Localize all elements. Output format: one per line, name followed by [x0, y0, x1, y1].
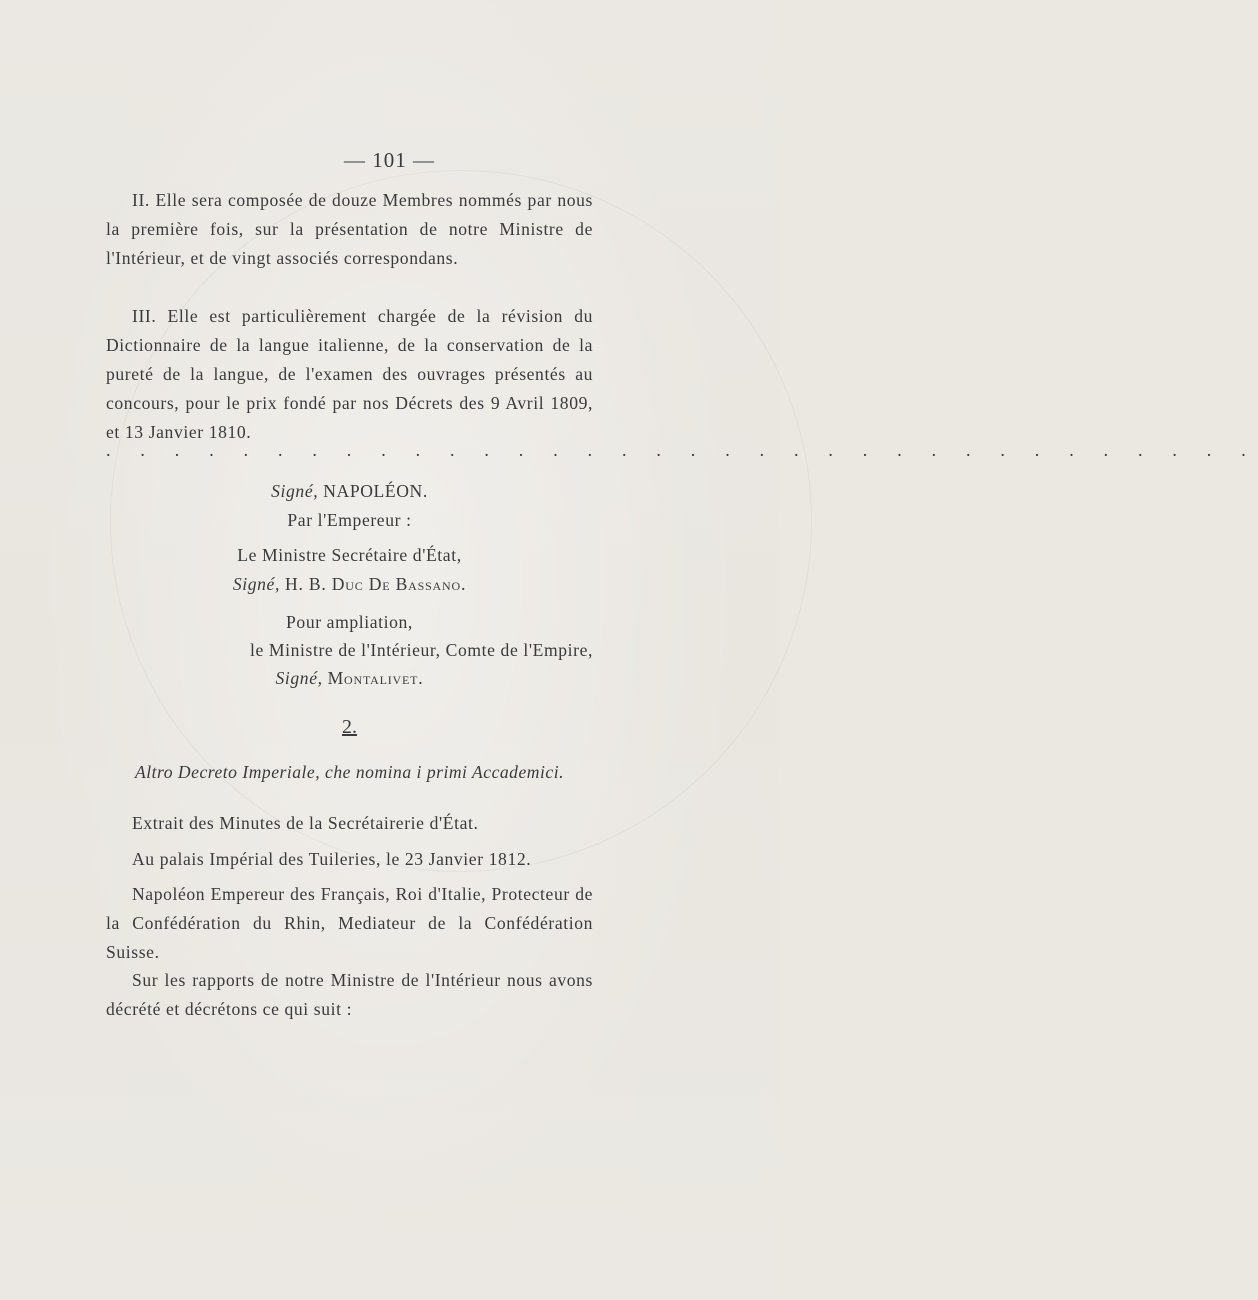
paragraph-napoleon-titles [106, 880, 593, 967]
napoleon-titles-text: Napoléon Empereur des Français, Roi d'Italie, Protecteur de la Confédération du Rhin, Mediateur de la Confédération Suisse. [106, 884, 593, 962]
section-heading: Altro Decreto Imperiale, che nomina i primi Accademici. [135, 762, 564, 782]
signe-label: Signé, [271, 481, 319, 501]
pour-ampliation: Pour ampliation, [286, 612, 413, 632]
signer-name: NAPOLÉON. [323, 481, 428, 501]
paragraph-article-iii [106, 302, 593, 447]
paragraph-palais [106, 845, 593, 874]
signature-bassano [106, 574, 593, 595]
ministre-interieur: le Ministre de l'Intérieur, Comte de l'Empire, [250, 640, 593, 660]
ellipsis-divider: . . . . . . . . . . . . . . . . . . . . . . . . . . . . . . . . . . [106, 440, 1258, 460]
ministre-secretaire: Le Ministre Secrétaire d'État, [237, 545, 462, 565]
extrait-text: Extrait des Minutes de la Secrétairerie d'État. [132, 813, 479, 833]
sur-rapports-text: Sur les rapports de notre Ministre de l'Intérieur nous avons décrété et décrétons ce qui suit : [106, 970, 593, 1019]
article-ii-text: II. Elle sera composée de douze Membres nommés par nous la première fois, sur la présentation de notre Ministre de l'Intérieur, et de vingt associés correspondans. [106, 190, 593, 268]
page-number: — 101 — [344, 148, 435, 172]
paragraph-sur-rapports [106, 966, 593, 1024]
signature-napoleon [106, 481, 593, 502]
article-iii-text: III. Elle est particulièrement chargée de la révision du Dictionnaire de la langue italienne, de la conservation de la pureté de la langue, de l'examen des ouvrages présentés au concours, pour le prix fondé par nos Décrets des 9 Avril 1809, et 13 Janvier 1810. [106, 306, 593, 442]
signer-name: H. B. Duc De Bassano. [284, 574, 467, 594]
section-number: 2. [342, 716, 357, 738]
par-empereur: Par l'Empereur : [287, 510, 412, 530]
signe-label: Signé, [275, 668, 323, 688]
signature-montalivet [106, 668, 593, 689]
signe-label: Signé, [232, 574, 280, 594]
paragraph-article-ii [106, 186, 593, 273]
signer-name: Montalivet. [327, 668, 424, 688]
palais-text: Au palais Impérial des Tuileries, le 23 Janvier 1812. [132, 849, 532, 869]
paragraph-extrait [106, 809, 593, 838]
